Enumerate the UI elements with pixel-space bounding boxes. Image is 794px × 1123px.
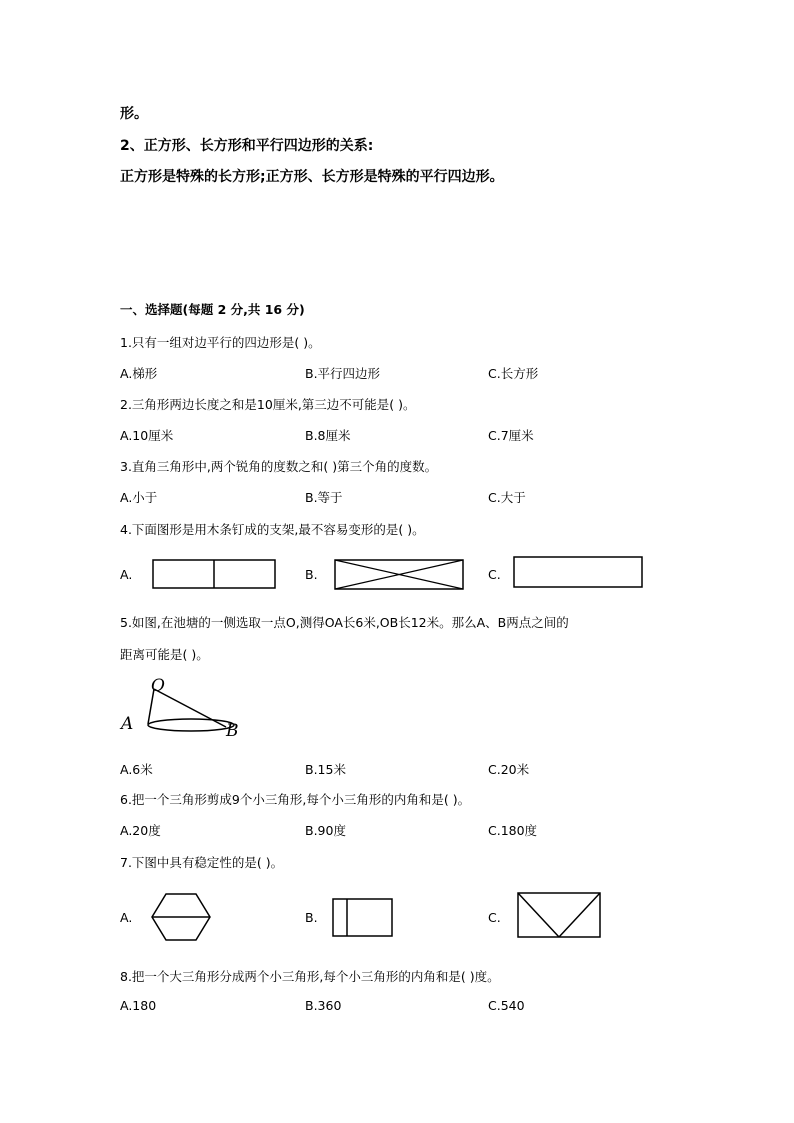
question-8-option-a[interactable]: A.180: [120, 998, 157, 1013]
question-6-option-a[interactable]: A.20度: [120, 823, 161, 838]
figure-label-a: A: [121, 714, 134, 734]
figure-rect-cross-braced: [334, 559, 464, 590]
question-4-option-b[interactable]: B.: [305, 567, 318, 582]
question-6-option-c[interactable]: C.180度: [488, 823, 538, 838]
question-8-option-c[interactable]: C.540: [488, 998, 525, 1013]
question-4-option-c[interactable]: C.: [488, 567, 501, 582]
question-6-option-b[interactable]: B.90度: [305, 823, 346, 838]
question-2-option-b[interactable]: B.8厘米: [305, 428, 351, 443]
question-7-option-a[interactable]: A.: [120, 910, 133, 925]
question-6-stem: 6.把一个三角形剪成9个小三角形,每个小三角形的内角和是( )。: [120, 792, 471, 807]
question-7-stem: 7.下图中具有稳定性的是( )。: [120, 855, 284, 870]
question-5-option-a[interactable]: A.6米: [120, 762, 153, 777]
figure-hexagon-with-line: [150, 893, 212, 941]
question-7-option-b[interactable]: B.: [305, 910, 318, 925]
question-2-stem: 2.三角形两边长度之和是10厘米,第三边不可能是( )。: [120, 397, 416, 412]
figure-label-b: B: [226, 721, 239, 741]
figure-rect-with-triangles: [517, 892, 601, 938]
question-3-option-a[interactable]: A.小于: [120, 490, 158, 505]
question-3-stem: 3.直角三角形中,两个锐角的度数之和( )第三个角的度数。: [120, 459, 438, 474]
note-line-3: 正方形是特殊的长方形;正方形、长方形是特殊的平行四边形。: [120, 169, 504, 185]
question-1-option-c[interactable]: C.长方形: [488, 366, 539, 381]
question-2-option-c[interactable]: C.7厘米: [488, 428, 534, 443]
figure-label-o: O: [151, 676, 165, 696]
note-line-2: 2、正方形、长方形和平行四边形的关系:: [120, 138, 374, 154]
question-4-stem: 4.下面图形是用木条钉成的支架,最不容易变形的是( )。: [120, 522, 425, 537]
section-title: 一、选择题(每题 2 分,共 16 分): [120, 302, 305, 317]
question-3-option-c[interactable]: C.大于: [488, 490, 526, 505]
question-7-option-c[interactable]: C.: [488, 910, 501, 925]
question-1-option-b[interactable]: B.平行四边形: [305, 366, 381, 381]
question-5-stem-line-2: 距离可能是( )。: [120, 647, 209, 662]
question-8-option-b[interactable]: B.360: [305, 998, 342, 1013]
figure-rect-with-line: [332, 898, 394, 938]
question-5-stem-line-1: 5.如图,在池塘的一侧选取一点O,测得OA长6米,OB长12米。那么A、B两点之间的: [120, 615, 569, 630]
question-3-option-b[interactable]: B.等于: [305, 490, 343, 505]
question-5-option-c[interactable]: C.20米: [488, 762, 530, 777]
figure-rect-plain: [513, 556, 643, 588]
question-5-option-b[interactable]: B.15米: [305, 762, 346, 777]
question-4-option-a[interactable]: A.: [120, 567, 133, 582]
note-line-1: 形。: [120, 106, 148, 122]
question-1-option-a[interactable]: A.梯形: [120, 366, 158, 381]
question-2-option-a[interactable]: A.10厘米: [120, 428, 174, 443]
question-1-stem: 1.只有一组对边平行的四边形是( )。: [120, 335, 321, 350]
question-8-stem: 8.把一个大三角形分成两个小三角形,每个小三角形的内角和是( )度。: [120, 969, 500, 984]
figure-rect-split-vertical: [152, 559, 276, 589]
